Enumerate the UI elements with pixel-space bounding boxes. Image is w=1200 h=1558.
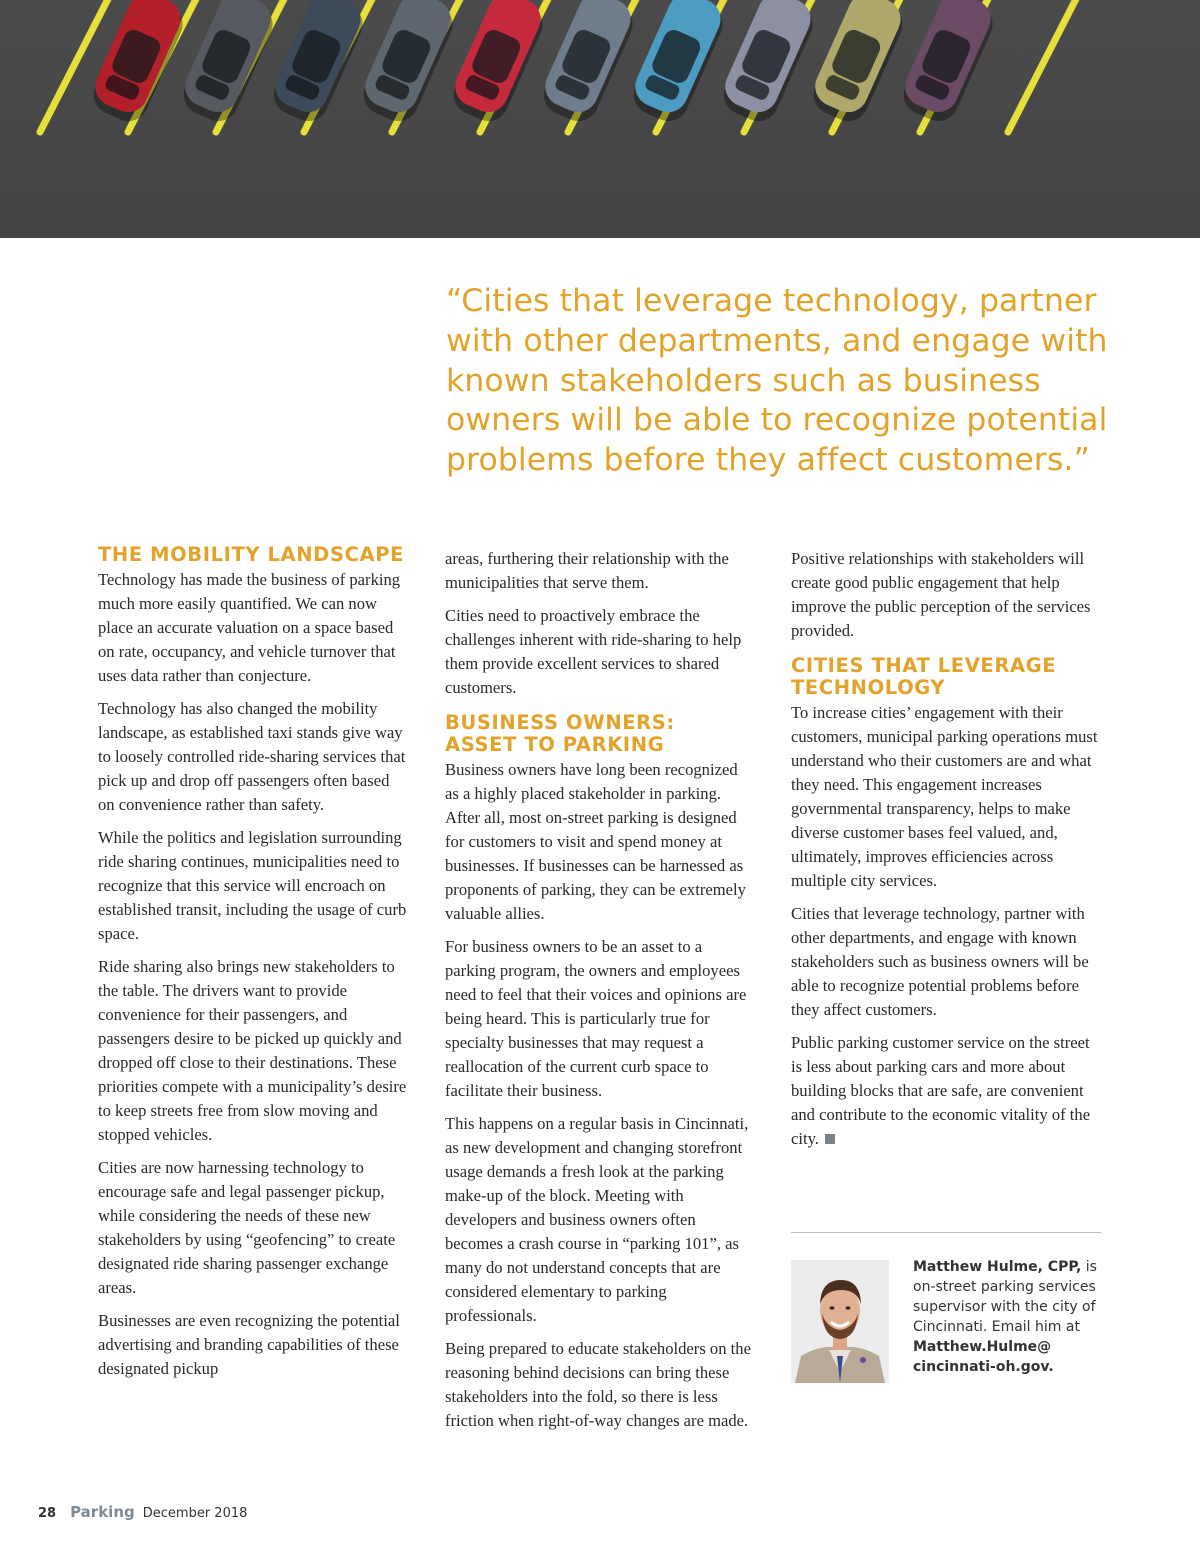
paragraph: Ride sharing also brings new stakeholders to the table. The drivers want to provide convenience for their passengers, and passengers desire to be picked up quickly and dropped off close to their destinations. These priorities compete with a municipality’s desire to keep streets free from slow moving and stopped vehicles.	[98, 957, 407, 1144]
paragraph: Business owners have long been recognized as a highly placed stakeholder in parking. After all, most on-street parking is designed for customers to visit and spend money at businesses. If businesses can be harnessed as proponents of parking, they can be extremely valuable allies.	[445, 760, 746, 923]
author-name: Matthew Hulme, CPP,	[913, 1259, 1082, 1275]
end-of-article-mark	[825, 1134, 835, 1144]
article-column-3	[791, 547, 1101, 1160]
author-headshot	[791, 1260, 889, 1383]
paragraph: Cities are now harnessing technology to encourage safe and legal passenger pickup, while considering the needs of these new stakeholders by using “geofencing” to create designated ride sharing passenger exchange areas.	[98, 1158, 396, 1297]
section-heading-mobility-landscape: THE MOBILITY LANDSCAPE	[98, 543, 405, 566]
paragraph: To increase cities’ engagement with their customers, municipal parking operations must understand who their customers are and what they need. This engagement increases governmental transparency, helps to make diverse customer bases feel valued, and, ultimately, improves efficiencies across multiple city services.	[791, 703, 1098, 890]
paragraph: Technology has also changed the mobility landscape, as established taxi stands give way to loosely controlled ride-sharing services that pick up and drop off passengers often based on convenience rather than safety.	[98, 699, 406, 814]
divider	[791, 1232, 1101, 1233]
article-column-1	[98, 544, 408, 1390]
page-number: 28	[38, 1506, 57, 1521]
paragraph: While the politics and legislation surrounding ride sharing continues, municipalities need to recognize that this service will encroach on established transit, including the usage of curb space.	[98, 828, 407, 943]
paragraph: Positive relationships with stakeholders will create good public engagement that help improve the public perception of the services provided.	[791, 549, 1091, 640]
paragraph-text: Public parking customer service on the street is less about parking cars and more about building blocks that are safe, are convenient and contribute to the economic vitality of the city.	[791, 1033, 1091, 1148]
issue-date: December 2018	[142, 1506, 248, 1521]
magazine-name: Parking	[70, 1503, 135, 1521]
paragraph: Cities that leverage technology, partner with other departments, and engage with known stakeholders such as business owners will be able to recognize potential problems before they affect customers.	[791, 904, 1089, 1019]
article-column-2	[445, 547, 755, 1442]
paragraph: For business owners to be an asset to a parking program, the owners and employees need to feel that their voices and opinions are being heard. This is particularly true for specialty businesses that may request a reallocation of the current curb space to facilitate their business.	[445, 937, 747, 1100]
paragraph: Being prepared to educate stakeholders on the reasoning behind decisions can bring these stakeholders into the fold, so there is less friction when right-of-way changes are made.	[445, 1339, 751, 1430]
paragraph: Businesses are even recognizing the potential advertising and branding capabilities of these designated pickup	[98, 1311, 400, 1378]
hero-photo	[0, 0, 1200, 238]
paragraph: areas, furthering their relationship with the municipalities that serve them.	[445, 549, 729, 592]
author-email-link[interactable]: Matthew.Hulme@ cincinnati-oh.gov.	[913, 1339, 1054, 1375]
pull-quote: “Cities that leverage technology, partner with other departments, and engage with known stakeholders such as business owners will be able to recognize potential problems before they affect customers.”	[446, 283, 1108, 479]
author-description: is on-street parking services supervisor with the city of Cincinnati. Email him at	[913, 1259, 1097, 1335]
paragraph: Cities need to proactively embrace the challenges inherent with ride-sharing to help them provide excellent services to shared customers.	[445, 606, 742, 697]
section-heading-cities-leverage-technology: CITIES THAT LEVERAGE TECHNOLOGY	[791, 654, 1057, 699]
paragraph	[791, 1031, 1101, 1151]
paragraph: Technology has made the business of parking much more easily quantified. We can now place an accurate valuation on a space based on rate, occupancy, and vehicle turnover that uses data rather than conjecture.	[98, 570, 401, 685]
parking-lot-illustration	[0, 0, 1200, 238]
page-footer	[38, 1503, 247, 1521]
paragraph: This happens on a regular basis in Cincinnati, as new development and changing storefront usage demands a fresh look at the parking make-up of the block. Meeting with developers and business owners often becomes a crash course in “parking 101”, as many do not understand concepts that are considered elementary to parking professionals.	[445, 1114, 749, 1325]
author-bio	[913, 1257, 1113, 1377]
section-heading-business-owners: BUSINESS OWNERS: ASSET TO PARKING	[445, 711, 675, 756]
